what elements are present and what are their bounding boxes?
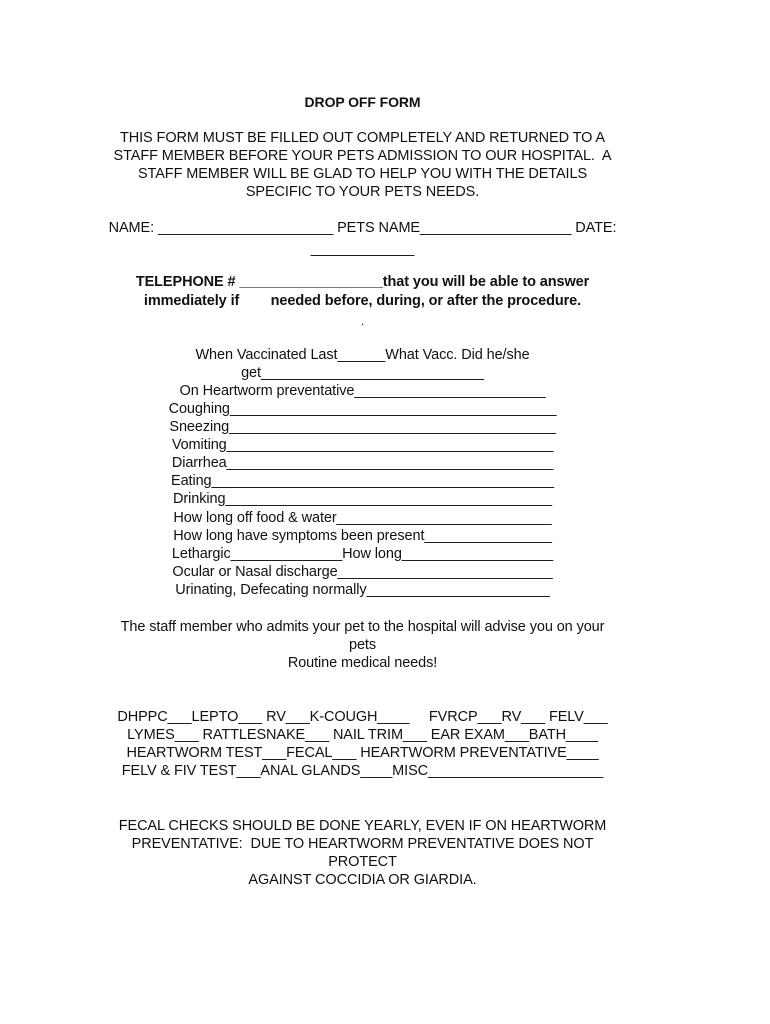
fecal-note-line: FECAL CHECKS SHOULD BE DONE YEARLY, EVEN IF ON HEARTWORM	[118, 818, 607, 834]
question-line: Urinating, Defecating normally_______________________	[175, 582, 550, 598]
fecal-note-line: AGAINST COCCIDIA OR GIARDIA.	[248, 872, 477, 888]
question-line: Lethargic______________How long___________________	[171, 546, 554, 562]
question-line: Ocular or Nasal discharge___________________________	[172, 564, 553, 580]
form-title: DROP OFF FORM	[304, 94, 421, 110]
telephone-line: TELEPHONE # __________________that you will be able to answer	[135, 274, 590, 290]
question-line: When Vaccinated Last______What Vacc. Did he/she	[195, 347, 530, 363]
intro-line: SPECIFIC TO YOUR PETS NEEDS.	[245, 184, 480, 200]
question-line: Diarrhea_________________________________________	[171, 455, 554, 471]
services-line: LYMES___ RATTLESNAKE___ NAIL TRIM___ EAR EXAM___BATH____	[127, 727, 598, 743]
question-line: On Heartworm preventative________________________	[179, 383, 546, 399]
date-blank: _____________	[310, 241, 415, 257]
question-line: Eating___________________________________________	[171, 473, 554, 489]
staff-note-line: pets	[348, 637, 376, 653]
staff-note-line: Routine medical needs!	[287, 655, 438, 671]
name-pets-name-date-line: NAME: ______________________ PETS NAME___________________ DATE:	[108, 220, 617, 236]
question-line: get____________________________	[241, 365, 484, 381]
question-line: Vomiting_________________________________________	[171, 437, 554, 453]
telephone-line: immediately if needed before, during, or after the procedure.	[143, 293, 582, 309]
question-line: Coughing_________________________________________	[168, 401, 557, 417]
services-line: DHPPC___LEPTO___ RV___K-COUGH____ FVRCP___RV___ FELV___	[117, 709, 608, 725]
intro-line: STAFF MEMBER BEFORE YOUR PETS ADMISSION TO OUR HOSPITAL. A	[113, 148, 612, 164]
question-line: How long off food & water___________________________	[173, 510, 552, 526]
question-line: How long have symptoms been present________________	[173, 528, 552, 544]
fecal-note-line: PREVENTATIVE: DUE TO HEARTWORM PREVENTATIVE DOES NOT	[131, 836, 594, 852]
question-line: Drinking_________________________________________	[173, 491, 552, 507]
intro-line: THIS FORM MUST BE FILLED OUT COMPLETELY AND RETURNED TO A	[120, 130, 605, 146]
services-line: FELV & FIV TEST___ANAL GLANDS____MISC______________________	[121, 763, 604, 779]
services-line: HEARTWORM TEST___FECAL___ HEARTWORM PREVENTATIVE____	[126, 745, 599, 761]
separator-dot: .	[360, 314, 365, 328]
intro-line: STAFF MEMBER WILL BE GLAD TO HELP YOU WITH THE DETAILS	[137, 166, 588, 182]
staff-note-line: The staff member who admits your pet to the hospital will advise you on your	[120, 619, 605, 635]
question-line: Sneezing_________________________________________	[169, 419, 556, 435]
fecal-note-line: PROTECT	[328, 854, 397, 870]
